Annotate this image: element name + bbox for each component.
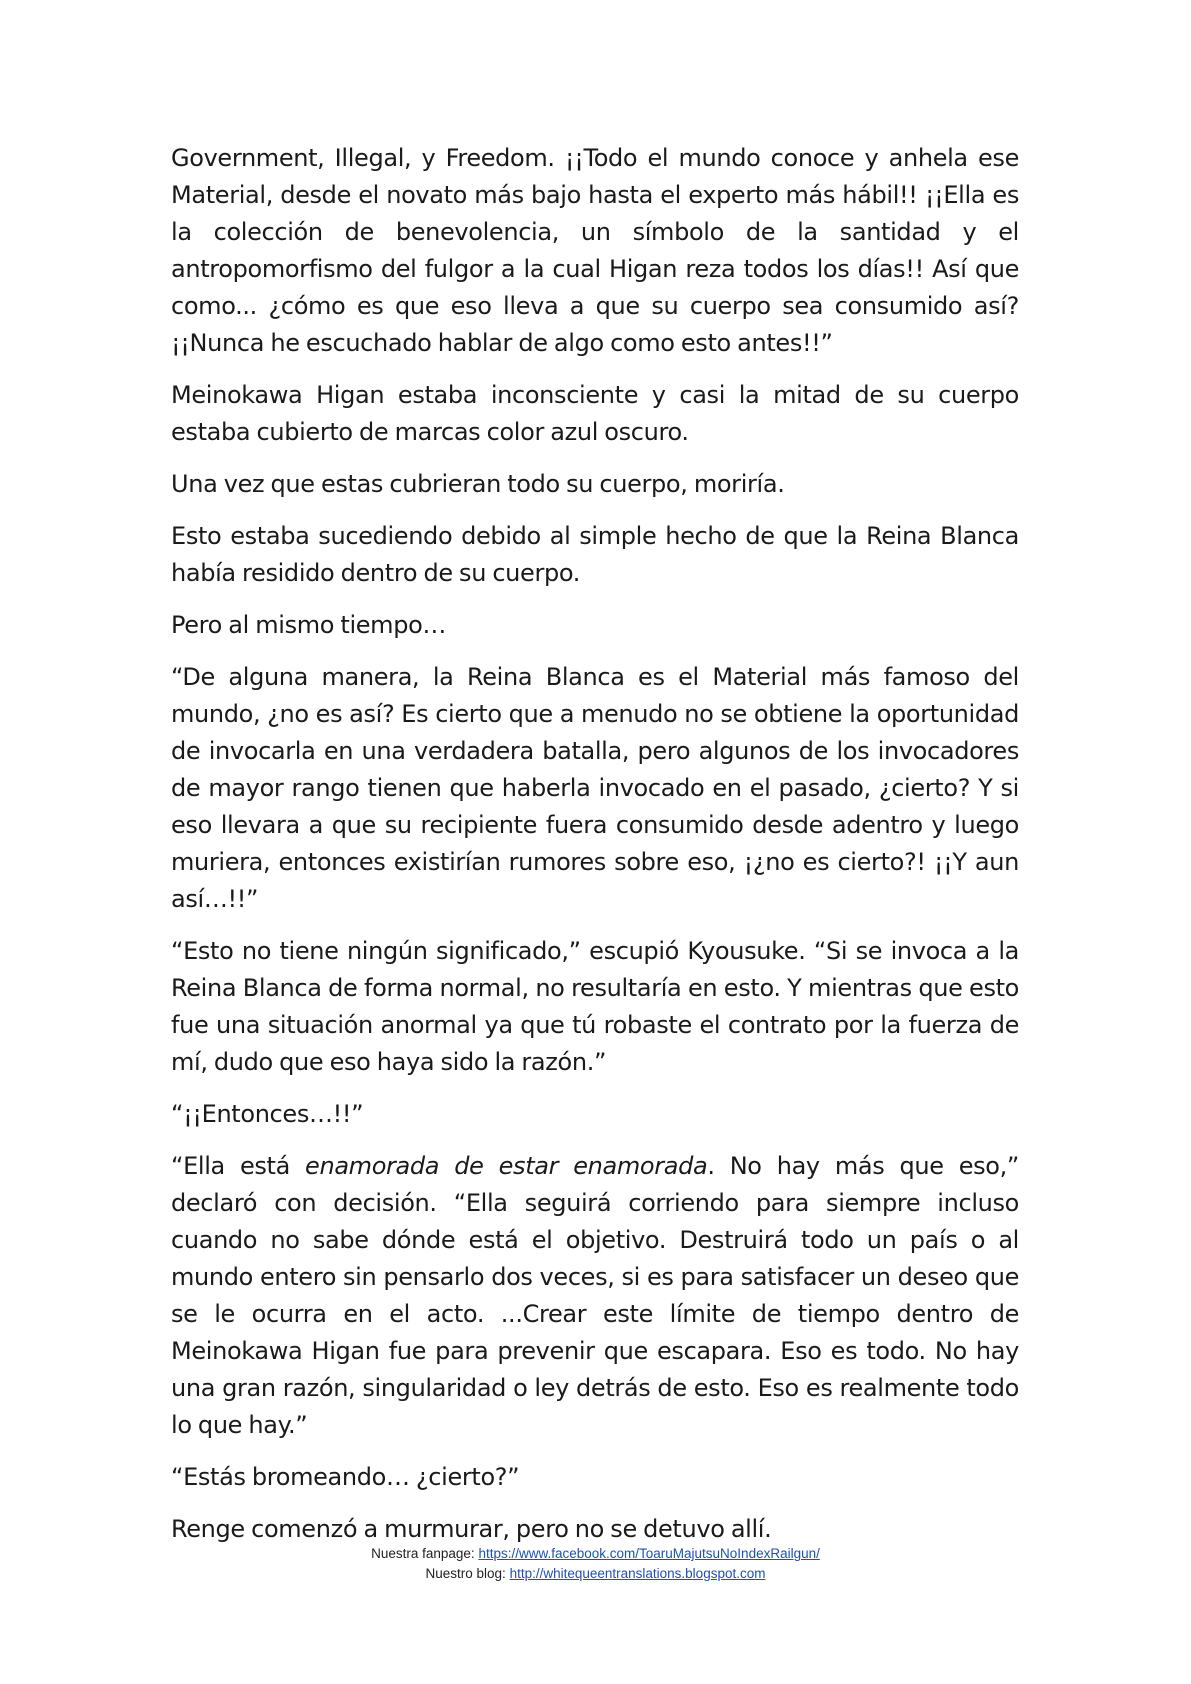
paragraph — [171, 140, 1019, 362]
paragraph-text: “Esto no tiene ningún significado,” escupió Kyousuke. “Si se invoca a la Reina Blanca de forma normal, no resultaría en esto. Y mientras que esto fue una situación anormal ya que tú robaste el contrato por la fuerza de mí, dudo que eso haya sido la razón.” — [171, 937, 1019, 1076]
paragraph — [171, 659, 1019, 918]
fanpage-label: Nuestra fanpage: — [371, 1546, 479, 1561]
blog-label: Nuestro blog: — [425, 1566, 510, 1581]
footer — [0, 1544, 1191, 1584]
paragraph-text: “De alguna manera, la Reina Blanca es el Material más famoso del mundo, ¿no es así? Es cierto que a menudo no se obtiene la oportunidad de invocarla en una verdadera batalla, pero algunos de los invocadores de mayor rango tienen que haberla invocado en el pasado, ¿cierto? Y si eso llevara a que su recipiente fuera consumido desde adentro y luego muriera, entonces existirían rumores sobre eso, ¡¿no es cierto?! ¡¡Y aun así…!!” — [171, 663, 1019, 913]
footer-fanpage-line — [0, 1544, 1191, 1564]
paragraph — [171, 466, 1019, 503]
paragraph — [171, 377, 1019, 451]
paragraph — [171, 1096, 1019, 1133]
paragraph — [171, 1511, 1019, 1548]
italic-text: enamorada de estar enamorada — [305, 1152, 708, 1180]
paragraph-text: “Estás bromeando… ¿cierto?” — [171, 1463, 520, 1491]
fanpage-link[interactable]: https://www.facebook.com/ToaruMajutsuNoIndexRailgun/ — [478, 1546, 820, 1561]
paragraph-text: Government, Illegal, y Freedom. ¡¡Todo el mundo conoce y anhela ese Material, desde el novato más bajo hasta el experto más hábil!! ¡¡Ella es la colección de benevolencia, un símbolo de la santidad y el antropomorfismo del fulgor a la cual Higan reza todos los días!! Así que como... ¿cómo es que eso lleva a que su cuerpo sea consumido así? ¡¡Nunca he escuchado hablar de algo como esto antes!!” — [171, 144, 1019, 357]
paragraph-text: “¡¡Entonces…!!” — [171, 1100, 364, 1128]
blog-link[interactable]: http://whitequeentranslations.blogspot.com — [509, 1566, 766, 1581]
paragraph-text: Esto estaba sucediendo debido al simple hecho de que la Reina Blanca había residido dentro de su cuerpo. — [171, 522, 1019, 587]
paragraph-text: . No hay más que eso,” declaró con decisión. “Ella seguirá corriendo para siempre incluso cuando no sabe dónde está el objetivo. Destruirá todo un país o al mundo entero sin pensarlo dos veces, si es para satisfacer un deseo que se le ocurra en el acto. ...Crear este límite de tiempo dentro de Meinokawa Higan fue para prevenir que escapara. Eso es todo. No hay una gran razón, singularidad o ley detrás de esto. Eso es realmente todo lo que hay.” — [171, 1152, 1019, 1439]
body-text — [171, 140, 1019, 1563]
paragraph-text: Pero al mismo tiempo… — [171, 611, 447, 639]
paragraph — [171, 933, 1019, 1081]
paragraph-text: “Ella está — [171, 1152, 306, 1180]
footer-blog-line — [0, 1564, 1191, 1584]
paragraph — [171, 518, 1019, 592]
paragraph-text: Renge comenzó a murmurar, pero no se detuvo allí. — [171, 1515, 772, 1543]
paragraph-text: Meinokawa Higan estaba inconsciente y casi la mitad de su cuerpo estaba cubierto de marcas color azul oscuro. — [171, 381, 1019, 446]
paragraph-text: Una vez que estas cubrieran todo su cuerpo, moriría. — [171, 470, 785, 498]
paragraph — [171, 1148, 1019, 1444]
paragraph — [171, 607, 1019, 644]
paragraph — [171, 1459, 1019, 1496]
